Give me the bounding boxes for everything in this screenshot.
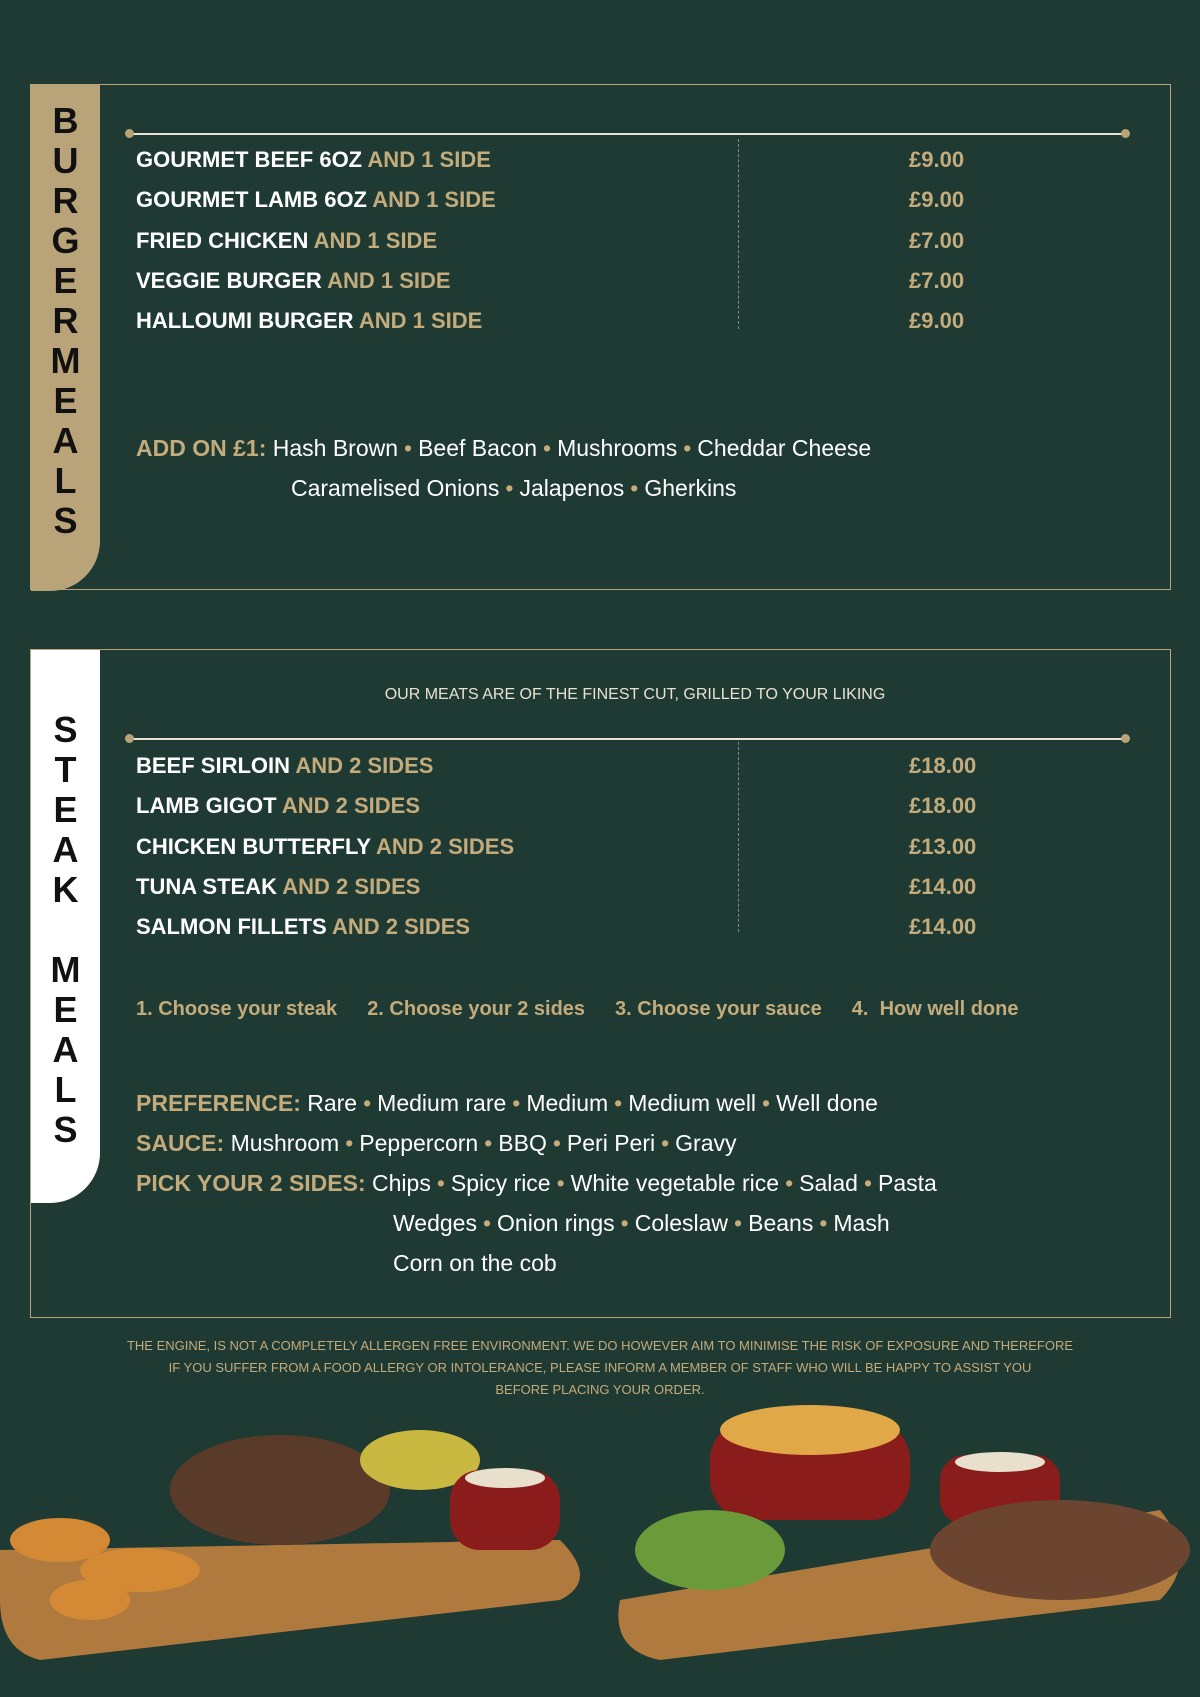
option: Cheddar Cheese [697,435,872,461]
item-name: BEEF SIRLOIN [136,753,291,778]
option: Spicy rice [450,1170,551,1196]
option: Beef Bacon [418,435,538,461]
separator-dot: • [785,1170,794,1196]
menu-item [136,753,433,779]
allergen-notice [40,1335,1160,1401]
separator-dot: • [363,1090,372,1116]
option: Beans [748,1210,814,1236]
item-suffix: AND 1 SIDE [313,227,438,253]
separator-dot: • [630,475,639,501]
item-price: £7.00 [909,227,965,253]
item-name: FRIED CHICKEN [136,227,309,253]
separator-dot: • [661,1130,670,1156]
menu-item [136,793,420,819]
column-divider [738,742,739,932]
option: Jalapenos [519,475,625,501]
separator-dot: • [404,435,413,461]
option: Mushroom [230,1130,340,1156]
option: Peppercorn [359,1130,479,1156]
preference-line: PREFERENCE: Rare • Medium rare • Medium • Medium well • Well done [136,1090,878,1116]
option: Pasta [878,1170,937,1196]
menu-item [136,834,514,860]
sides-line-2 [393,1210,890,1237]
tab-letter: S [53,500,78,541]
separator-dot: • [505,475,514,501]
item-price: £18.00 [909,793,977,819]
menu-item [136,187,496,213]
step: 4. How well done [851,998,1019,1020]
separator-dot: • [762,1090,771,1116]
tab-letter: M [50,340,81,381]
item-name: GOURMET BEEF 6OZ [136,147,363,172]
option: Mash [833,1210,890,1236]
addons-line-2 [291,475,736,502]
separator-dot: • [556,1170,565,1196]
tab-letter: E [53,789,78,830]
separator-dot: • [683,435,692,461]
tab-letter: R [52,300,79,341]
option: Salad [799,1170,858,1196]
steak-meals-tab [31,650,100,1203]
addon-label: ADD ON £1: [136,435,267,461]
item-suffix: AND 2 SIDES [375,833,515,859]
option: BBQ [498,1130,547,1156]
option: Well done [776,1090,878,1116]
item-suffix: AND 1 SIDE [327,267,451,293]
menu-item [136,874,420,900]
option: Rare [307,1090,358,1116]
item-name: LAMB GIGOT [136,793,277,819]
separator-dot: • [512,1090,521,1116]
steak-subtitle: OUR MEATS ARE OF THE FINEST CUT, GRILLED TO YOUR LIKING [384,686,886,703]
tab-letter: K [52,869,79,910]
option: Onion rings [497,1210,615,1236]
separator-dot: • [436,1170,445,1196]
item-name: HALLOUMI BURGER [136,308,354,334]
item-price: £13.00 [909,833,977,859]
separator-dot: • [620,1210,629,1236]
option: Coleslaw [634,1210,729,1236]
item-name: TUNA STEAK [136,873,277,899]
tab-letter: E [53,380,78,421]
option: Hash Brown [272,435,399,461]
divider [129,133,1126,135]
option: Wedges [393,1210,477,1236]
option: Medium rare [377,1090,507,1116]
divider [129,738,1126,740]
option: Peri Peri [566,1130,656,1156]
tab-letter: L [54,460,77,501]
option: Medium [526,1090,609,1116]
step: 1. Choose your steak [136,998,338,1020]
item-price: £14.00 [909,914,977,940]
option: Gherkins [644,475,737,501]
sides-line-1: PICK YOUR 2 SIDES: Chips • Spicy rice • White vegetable rice • Salad • Pasta [136,1170,937,1196]
menu-item [136,228,437,254]
tab-letter: A [52,1029,79,1070]
separator-dot: • [819,1210,828,1236]
step: 3. Choose your sauce [615,998,822,1020]
tab-letter: R [52,180,79,221]
item-suffix: AND 1 SIDE [367,147,491,172]
steps [136,998,1019,1021]
tab-letter: U [52,140,79,181]
separator-dot: • [734,1210,743,1236]
menu-item [136,308,482,334]
tab-letter: T [54,749,77,790]
step: 2. Choose your 2 sides [367,998,586,1020]
steak-meals-section [30,649,1171,1318]
addons-line-1 [136,435,871,462]
item-price: £14.00 [909,873,977,899]
burger-meals-tab [31,85,100,591]
separator-dot: • [484,1130,493,1156]
item-price: £18.00 [909,753,977,778]
option: Corn on the cob [393,1250,557,1276]
option: White vegetable rice [570,1170,780,1196]
menu-item [136,147,491,173]
option: Chips [372,1170,431,1196]
item-suffix: AND 2 SIDES [281,793,420,819]
tab-letter: S [53,709,78,750]
burger-meals-section [30,84,1171,590]
sauce-line: SAUCE: Mushroom • Peppercorn • BBQ • Peri Peri • Gravy [136,1130,737,1156]
tab-letter: E [53,260,78,301]
sides-line-3 [393,1250,557,1277]
separator-dot: • [552,1130,561,1156]
option: Medium well [628,1090,757,1116]
item-suffix: AND 2 SIDES [331,914,471,940]
allergen-line: THE ENGINE, IS NOT A COMPLETELY ALLERGEN FREE ENVIRONMENT. WE DO HOWEVER AIM TO MINIMISE THE RISK OF EXPOSURE AND THEREFORE [126,1338,1074,1353]
tab-letter: E [53,989,78,1030]
tab-letter: A [52,420,79,461]
allergen-line: BEFORE PLACING YOUR ORDER. [495,1382,705,1397]
tab-letter: M [50,949,81,990]
separator-dot: • [345,1130,354,1156]
menu-item [136,914,470,940]
menu-item [136,268,451,294]
item-name: CHICKEN BUTTERFLY [136,833,371,859]
separator-dot: • [543,435,552,461]
tab-letter: B [52,100,79,141]
separator-dot: • [863,1170,873,1196]
tab-letter: G [51,220,80,261]
item-suffix: AND 1 SIDE [358,308,483,334]
option: Mushrooms [557,435,678,461]
tab-letter: S [53,1109,78,1150]
separator-dot: • [482,1210,492,1236]
item-name: GOURMET LAMB 6OZ [136,187,367,213]
tab-letter: A [52,829,79,870]
item-price: £9.00 [909,187,965,213]
item-name: VEGGIE BURGER [136,267,322,293]
option: Gravy [675,1130,737,1156]
item-suffix: AND 2 SIDES [295,753,434,778]
item-suffix: AND 2 SIDES [282,873,421,899]
item-suffix: AND 1 SIDE [372,187,496,213]
item-price: £7.00 [909,267,965,293]
separator-dot: • [614,1090,623,1116]
item-price: £9.00 [909,147,965,172]
tab-letter: L [54,1069,77,1110]
item-name: SALMON FILLETS [136,914,327,940]
steak-rice-photo [600,1400,1200,1697]
allergen-line: IF YOU SUFFER FROM A FOOD ALLERGY OR INTOLERANCE, PLEASE INFORM A MEMBER OF STAFF WHO WILL BE HAPPY TO ASSIST YOU [168,1360,1032,1375]
option: Caramelised Onions [291,475,500,501]
column-divider [738,139,739,329]
steak-wedges-photo [0,1400,600,1697]
item-price: £9.00 [909,308,965,334]
